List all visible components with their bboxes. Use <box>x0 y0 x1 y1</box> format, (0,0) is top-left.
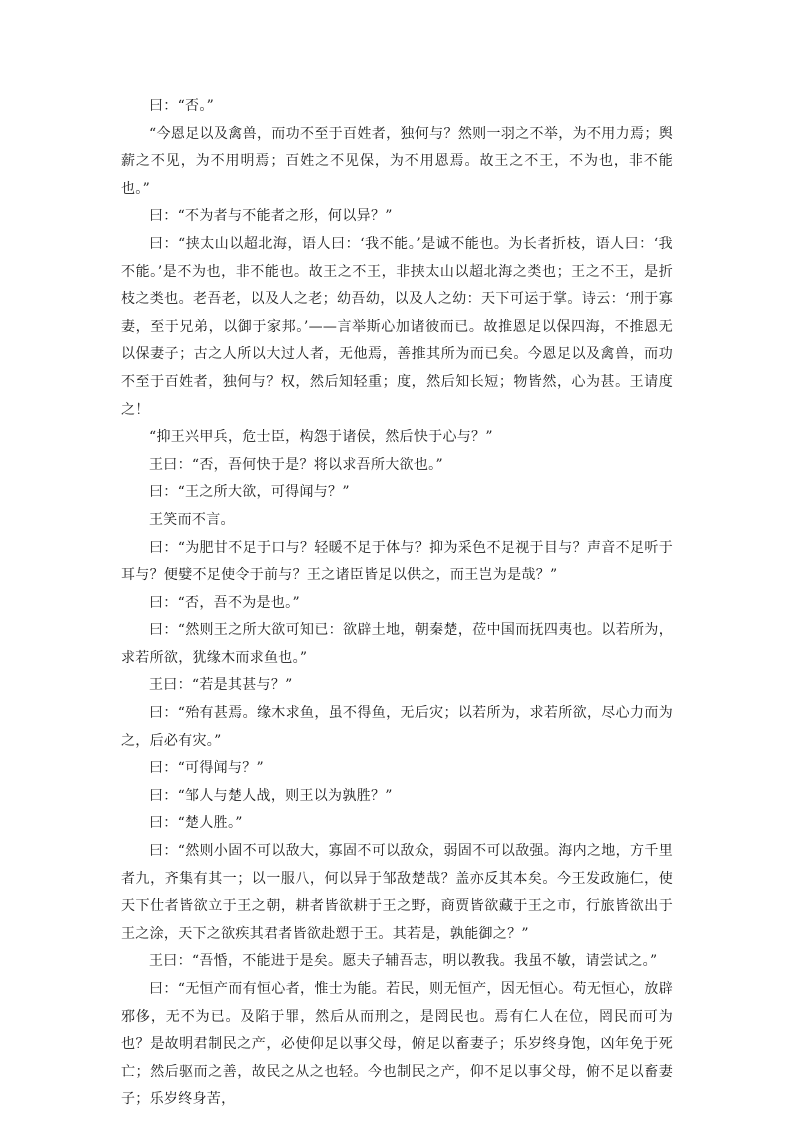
paragraph: “今恩足以及禽兽，而功不至于百姓者，独何与？然则一羽之不举，为不用力焉；舆薪之不见，为不用明焉；百姓之不见保，为不用恩焉。故王之不王，不为也，非不能也。” <box>121 125 673 197</box>
paragraph: 曰：“无恒产而有恒心者，惟士为能。若民，则无恒产，因无恒心。苟无恒心，放辟邪侈，无不为已。及陷于罪，然后从而刑之，是罔民也。焉有仁人在位，罔民而可为也？是故明君制民之产，必使仰足以事父母，俯足以畜妻子；乐岁终身饱，凶年免于死亡；然后驱而之善，故民之从之也轻。今也制民之产，仰不足以事父母，俯不足以畜妻子；乐岁终身苦， <box>121 981 673 1108</box>
paragraph: 曰：“不为者与不能者之形，何以异？” <box>149 208 393 225</box>
paragraph: 王笑而不言。 <box>149 511 235 528</box>
paragraph: 曰：“楚人胜。” <box>149 815 243 832</box>
paragraph: 曰：“否。” <box>149 98 215 114</box>
paragraph: 曰：“可得闻与？” <box>149 760 265 777</box>
paragraph: 曰：“邹人与楚人战，则王以为孰胜？” <box>149 787 393 804</box>
paragraph: 王曰：“吾惛，不能进于是矣。愿夫子辅吾志，明以教我。我虽不敏，请尝试之。” <box>149 953 658 970</box>
paragraph: 曰：“然则小固不可以敌大，寡固不可以敌众，弱固不可以敌强。海内之地，方千里者九，齐集有其一；以一服八，何以异于邹敌楚哉？盖亦反其本矣。今王发政施仁，使天下仕者皆欲立于王之朝，耕者皆欲耕于王之野，商贾皆欲藏于王之市，行旅皆欲出于王之涂，天下之欲疾其君者皆欲赴愬于王。其若是，孰能御之？” <box>121 843 673 942</box>
paragraph: “抑王兴甲兵，危士臣，构怨于诸侯，然后快于心与？” <box>149 429 493 446</box>
paragraph: 曰：“王之所大欲，可得闻与？” <box>149 484 350 501</box>
paragraph: 曰：“殆有甚焉。缘木求鱼，虽不得鱼，无后灾；以若所为，求若所欲，尽心力而为之，后必有灾。” <box>121 705 673 749</box>
paragraph: 王曰：“若是其甚与？” <box>149 677 293 694</box>
paragraph: 曰：“否，吾不为是也。” <box>149 594 300 611</box>
paragraph: 曰：“为肥甘不足于口与？轻暖不足于体与？抑为采色不足视于目与？声音不足听于耳与？便嬖不足使令于前与？王之诸臣皆足以供之，而王岂为是哉？” <box>121 539 673 584</box>
paragraph: 王曰：“否，吾何快于是？将以求吾所大欲也。” <box>149 456 443 473</box>
text-body <box>121 93 673 1114</box>
paragraph: 曰：“挟太山以超北海，语人曰：‘我不能。’是诚不能也。为长者折枝，语人曰：‘我不能。’是不为也，非不能也。故王之不王，非挟太山以超北海之类也；王之不王，是折枝之类也。老吾老，以及人之老；幼吾幼，以及人之幼：天下可运于掌。诗云：‘刑于寡妻，至于兄弟，以御于家邦。’——言举斯心加诸彼而已。故推恩足以保四海，不推恩无以保妻子；古之人所以大过人者，无他焉，善推其所为而已矣。今恩足以及禽兽，而功不至于百姓者，独何与？权，然后知轻重；度，然后知长短；物皆然，心为甚。王请度之！ <box>121 235 673 418</box>
paragraph: 曰：“然则王之所大欲可知已：欲辟土地，朝秦楚，莅中国而抚四夷也。以若所为，求若所欲，犹缘木而求鱼也。” <box>121 622 673 666</box>
